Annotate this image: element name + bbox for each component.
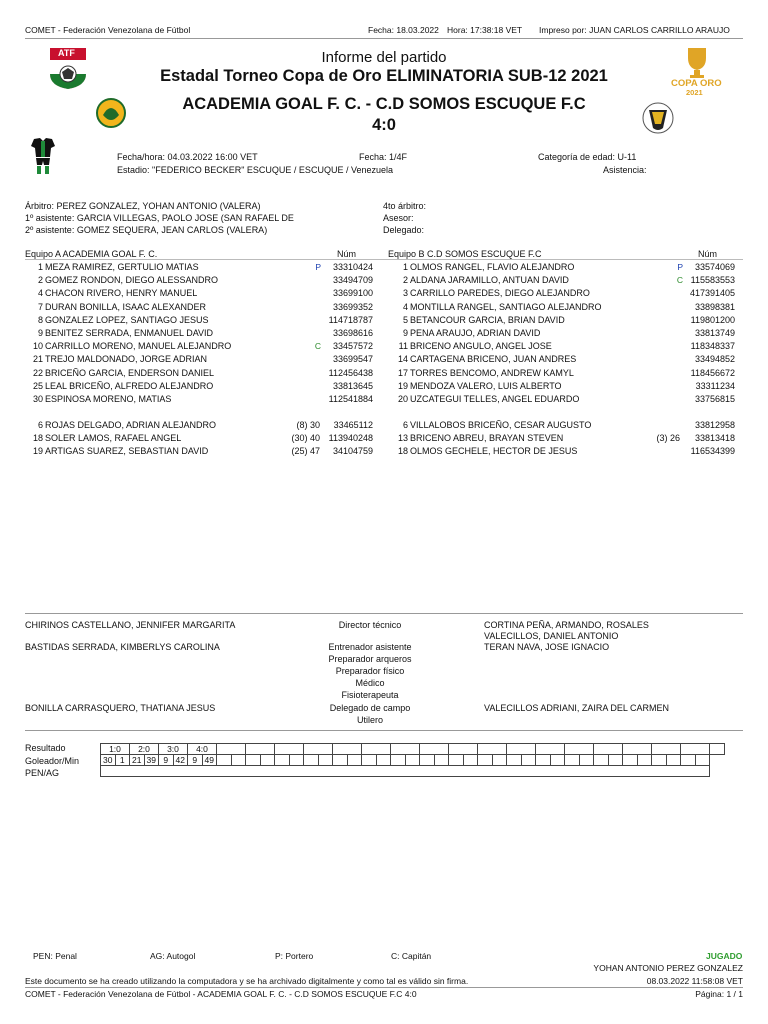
player-name: LEAL BRICEÑO, ALFREDO ALEJANDRO <box>45 380 214 391</box>
player-number: 20 <box>397 394 408 404</box>
scorer-cell <box>434 755 449 766</box>
player-row <box>396 394 735 407</box>
score-cell <box>217 744 246 755</box>
player-number: 22 <box>32 367 43 378</box>
fourth-official: 4to árbitro: <box>383 201 427 211</box>
goalkeeper-tag: P <box>677 262 683 272</box>
scorer-cell <box>463 755 478 766</box>
player-name: OLMOS RANGEL, FLAVIO ALEJANDRO <box>410 262 575 272</box>
team-a-field-delegate: BONILLA CARRASQUERO, THATIANA JESUS <box>25 703 216 713</box>
player-id: 33812958 <box>694 420 735 430</box>
scorer-cell <box>318 755 333 766</box>
player-number: 9 <box>402 328 408 338</box>
player-number: 9 <box>37 328 43 338</box>
player-number: 11 <box>398 341 408 352</box>
player-number: 17 <box>397 367 408 378</box>
scorer-cell <box>594 755 609 766</box>
scorer-cell <box>492 755 507 766</box>
signed-at: 08.03.2022 11:58:08 VET <box>646 976 743 986</box>
player-row <box>31 381 373 394</box>
player-id: 118348337 <box>690 341 735 352</box>
pen-cell <box>101 766 710 777</box>
player-number: 30 <box>32 394 43 404</box>
header-print-date: Fecha: 18.03.2022 <box>368 25 439 35</box>
captain-tag: C <box>314 341 321 352</box>
scorer-cell <box>391 755 406 766</box>
player-name: GOMEZ RONDON, DIEGO ALESSANDRO <box>45 275 219 286</box>
player-number: 1 <box>402 262 408 272</box>
player-name: TORRES BENCOMO, ANDREW KAMYL <box>410 367 574 378</box>
results-table <box>100 743 725 777</box>
player-row <box>31 275 373 288</box>
score-cell: 1:0 <box>101 744 130 755</box>
footer-left: COMET - Federación Venezolana de Fútbol - ACADEMIA GOAL F. C. - C.D SOMOS ESCUQUE F.C 4:0 <box>25 989 417 999</box>
player-name: PENA ARAUJO, ADRIAN DAVID <box>410 328 541 338</box>
pen-label: PEN/AG <box>25 768 60 778</box>
tournament-title: Estadal Torneo Copa de Oro ELIMINATORIA SUB-12 2021 <box>160 67 608 85</box>
staff-role-label: Utilero <box>356 715 383 725</box>
scorer-cell <box>608 755 623 766</box>
scorer-row <box>101 755 725 766</box>
kit-icon <box>30 137 56 175</box>
player-name: BRICENO ABREU, BRAYAN STEVEN <box>410 433 564 444</box>
player-number: 1 <box>37 262 43 272</box>
captain-tag: C <box>676 275 683 286</box>
player-id: 114718787 <box>328 314 373 325</box>
player-id: 33494709 <box>332 275 373 286</box>
player-number: 6 <box>402 420 408 430</box>
team-b-director-line2: VALECILLOS, DANIEL ANTONIO <box>484 631 619 641</box>
score-cell <box>710 744 725 755</box>
scorer-cell <box>246 755 261 766</box>
score-cell <box>594 744 623 755</box>
player-id: 112456438 <box>328 367 373 378</box>
player-name: CHACON RIVERO, HENRY MANUEL <box>45 288 198 299</box>
player-row <box>31 368 373 381</box>
player-number: 13 <box>397 433 408 444</box>
team-b-num-label: Núm <box>698 249 718 259</box>
score-cell <box>275 744 304 755</box>
player-name: TREJO MALDONADO, JORGE ADRIAN <box>45 354 208 365</box>
scorer-cell: 49 <box>202 755 217 766</box>
legend-portero: P: Portero <box>275 951 314 961</box>
staff-role-label: Preparador arqueros <box>328 654 412 664</box>
scorer-cell <box>275 755 290 766</box>
player-id: 33465112 <box>333 420 373 430</box>
player-name: MENDOZA VALERO, LUIS ALBERTO <box>410 380 562 391</box>
scorer-cell <box>304 755 319 766</box>
score-cell <box>246 744 275 755</box>
player-number: 25 <box>32 380 43 391</box>
player-row <box>31 302 373 315</box>
player-number: 2 <box>37 275 43 286</box>
substitution-minute: (8) 30 <box>296 420 320 430</box>
player-row <box>31 288 373 301</box>
player-id: 33699100 <box>332 288 373 299</box>
player-row <box>396 275 735 288</box>
scorer-cell <box>376 755 391 766</box>
score-cell <box>565 744 594 755</box>
scorer-cell: 42 <box>173 755 188 766</box>
player-row <box>396 302 735 315</box>
player-number: 19 <box>32 446 43 457</box>
legend-autogol: AG: Autogol <box>150 951 196 961</box>
scorer-cell: 21 <box>130 755 145 766</box>
header-org: COMET - Federación Venezolana de Fútbol <box>25 25 191 35</box>
legend-capitan: C: Capitán <box>391 951 432 961</box>
scorer-cell <box>347 755 362 766</box>
assistant-2: 2º asistente: GOMEZ SEQUERA, JEAN CARLOS (VALERA) <box>25 225 268 235</box>
player-name: CARTAGENA BRICENO, JUAN ANDRES <box>410 354 577 365</box>
player-number: 21 <box>32 354 43 365</box>
player-name: BRICEÑO GARCIA, ENDERSON DANIEL <box>45 367 215 378</box>
match-round: Fecha: 1/4F <box>359 152 408 162</box>
player-number: 5 <box>402 314 408 325</box>
player-number: 6 <box>37 420 43 430</box>
player-name: ROJAS DELGADO, ADRIAN ALEJANDRO <box>45 420 217 430</box>
player-id: 116534399 <box>690 446 735 457</box>
scorer-cell <box>507 755 522 766</box>
stadium: Estadio: "FEDERICO BECKER" ESCUQUE / ESCUQUE / Venezuela <box>117 165 393 175</box>
player-number: 19 <box>397 380 408 391</box>
scorer-cell <box>449 755 464 766</box>
score-cell <box>449 744 478 755</box>
player-row <box>396 433 735 446</box>
score-cell <box>623 744 652 755</box>
match-datetime: Fecha/hora: 04.03.2022 16:00 VET <box>117 152 258 162</box>
scorer-cell <box>260 755 275 766</box>
age-category: Categoría de edad: U-11 <box>538 152 637 162</box>
player-number: 4 <box>37 288 43 299</box>
score-cell: 4:0 <box>188 744 217 755</box>
player-name: BETANCOUR GARCIA, BRIAN DAVID <box>410 314 565 325</box>
player-row <box>31 341 373 354</box>
player-row <box>396 446 735 459</box>
team-b-assistant: TERAN NAVA, JOSE IGNACIO <box>484 642 610 652</box>
scorer-cell: 9 <box>159 755 174 766</box>
team-a-num-label: Núm <box>337 249 357 259</box>
score-cell <box>536 744 565 755</box>
player-row <box>31 315 373 328</box>
player-row <box>396 315 735 328</box>
team-a-header: Equipo A ACADEMIA GOAL F. C. <box>25 249 158 259</box>
scorer-cell <box>231 755 246 766</box>
assistant-1: 1º asistente: GARCIA VILLEGAS, PAOLO JOSE (SAN RAFAEL DE <box>25 213 294 223</box>
pen-row <box>101 766 725 777</box>
footer-page: Página: 1 / 1 <box>695 989 743 999</box>
scorer-cell <box>405 755 420 766</box>
player-id: 33756815 <box>694 394 735 404</box>
substitution-minute: (3) 26 <box>656 433 680 444</box>
scorer-cell <box>362 755 377 766</box>
score-cell: 2:0 <box>130 744 159 755</box>
scorer-cell <box>521 755 536 766</box>
player-name: CARRILLO PAREDES, DIEGO ALEJANDRO <box>410 288 590 299</box>
player-number: 3 <box>402 288 408 299</box>
player-name: SOLER LAMOS, RAFAEL ANGEL <box>45 433 182 444</box>
player-row <box>396 354 735 367</box>
result-label: Resultado <box>25 743 66 753</box>
scorer-cell <box>652 755 667 766</box>
delegate: Delegado: <box>383 225 425 235</box>
scorer-cell <box>666 755 681 766</box>
scorer-cell <box>333 755 348 766</box>
scorer-cell <box>579 755 594 766</box>
score-cell <box>420 744 449 755</box>
advisor: Asesor: <box>383 213 414 223</box>
scorer-cell <box>695 755 710 766</box>
player-row <box>31 354 373 367</box>
player-number: 10 <box>32 341 43 352</box>
player-row <box>396 262 735 275</box>
scorer-cell <box>420 755 435 766</box>
player-id: 33699352 <box>332 301 373 312</box>
player-row <box>396 341 735 354</box>
player-id: 33699547 <box>332 354 373 365</box>
player-number: 2 <box>402 275 408 286</box>
scorer-cell <box>289 755 304 766</box>
header-printed-by: Impreso por: JUAN CARLOS CARRILLO ARAUJO <box>539 25 730 35</box>
match-status: JUGADO <box>706 951 743 961</box>
scorer-cell <box>565 755 580 766</box>
team-b-director-line1: CORTINA PEÑA, ARMANDO, ROSALES <box>484 620 649 630</box>
score-cell <box>681 744 710 755</box>
player-row <box>31 394 373 407</box>
team-a-director: CHIRINOS CASTELLANO, JENNIFER MARGARITA <box>25 620 236 630</box>
goalkeeper-tag: P <box>315 262 321 272</box>
team-b-header: Equipo B C.D SOMOS ESCUQUE F.C <box>388 249 542 259</box>
scorer-cell: 39 <box>144 755 159 766</box>
score-cell <box>333 744 362 755</box>
scorer-label: Goleador/Min <box>25 756 80 766</box>
player-id: 33310424 <box>332 262 373 272</box>
player-name: ALDANA JARAMILLO, ANTUAN DAVID <box>410 275 569 286</box>
player-number: 18 <box>32 433 43 444</box>
player-name: BRICENO ANGULO, ANGEL JOSE <box>410 341 552 352</box>
player-row <box>396 381 735 394</box>
player-row <box>396 420 735 433</box>
team-a-assistant: BASTIDAS SERRADA, KIMBERLYS CAROLINA <box>25 642 220 652</box>
player-id: 417391405 <box>689 288 735 299</box>
player-id: 33494852 <box>694 354 735 365</box>
score-cell: 3:0 <box>159 744 188 755</box>
scorer-cell <box>637 755 652 766</box>
attendance: Asistencia: <box>603 165 647 175</box>
scorer-cell <box>536 755 551 766</box>
score-cell <box>507 744 536 755</box>
player-row <box>396 368 735 381</box>
player-id: 33698616 <box>332 328 373 338</box>
scorer-cell <box>550 755 565 766</box>
copa-oro-year: 2021 <box>686 88 703 97</box>
player-name: VILLALOBOS BRICEÑO, CESAR AUGUSTO <box>410 420 592 430</box>
player-name: MEZA RAMIREZ, GERTULIO MATIAS <box>45 262 199 272</box>
scorer-cell: 30 <box>101 755 116 766</box>
score-cell <box>362 744 391 755</box>
legend-penal: PEN: Penal <box>33 951 77 961</box>
scorer-cell <box>478 755 493 766</box>
referee: Árbitro: PEREZ GONZALEZ, YOHAN ANTONIO (VALERA) <box>25 201 261 211</box>
staff-role-label: Delegado de campo <box>329 703 411 713</box>
player-row <box>31 328 373 341</box>
player-name: CARRILLO MORENO, MANUEL ALEJANDRO <box>45 341 232 352</box>
scorer-cell <box>681 755 696 766</box>
player-number: 4 <box>402 301 408 312</box>
staff-role-label: Médico <box>355 678 385 688</box>
player-row <box>31 433 373 446</box>
player-row <box>31 262 373 275</box>
player-id: 112541884 <box>328 394 373 404</box>
signer-name: YOHAN ANTONIO PEREZ GONZALEZ <box>593 963 743 973</box>
player-name: DURAN BONILLA, ISAAC ALEXANDER <box>45 301 207 312</box>
substitution-minute: (30) 40 <box>291 433 320 444</box>
substitution-minute: (25) 47 <box>291 446 320 457</box>
disclaimer: Este documento se ha creado utilizando la computadora y se ha archivado digitalmente y como tal es válido sin firma. <box>25 976 469 986</box>
staff-role-label: Entrenador asistente <box>328 642 412 652</box>
player-number: 8 <box>37 314 43 325</box>
player-id: 33813418 <box>694 433 735 444</box>
match-score: 4:0 <box>372 116 396 134</box>
score-row <box>101 744 725 755</box>
scorer-cell <box>623 755 638 766</box>
player-name: MONTILLA RANGEL, SANTIAGO ALEJANDRO <box>410 301 602 312</box>
player-id: 34104759 <box>332 446 373 457</box>
match-title: ACADEMIA GOAL F. C. - C.D SOMOS ESCUQUE F.C <box>182 95 586 113</box>
player-name: GONZALEZ LOPEZ, SANTIAGO JESUS <box>45 314 209 325</box>
score-cell <box>652 744 681 755</box>
player-row <box>396 288 735 301</box>
player-id: 33813749 <box>694 328 735 338</box>
player-row <box>31 420 373 433</box>
player-number: 14 <box>397 354 408 365</box>
staff-role-label: Preparador físico <box>335 666 405 676</box>
copa-oro-text: COPA ORO <box>671 78 722 89</box>
scorer-cell <box>217 755 232 766</box>
staff-role-label: Director técnico <box>338 620 402 630</box>
header-print-time: Hora: 17:38:18 VET <box>447 25 523 35</box>
player-number: 7 <box>37 301 43 312</box>
player-id: 113940248 <box>328 433 373 444</box>
player-id: 33813645 <box>332 380 373 391</box>
player-name: UZCATEGUI TELLES, ANGEL EDUARDO <box>410 394 580 404</box>
score-cell <box>478 744 507 755</box>
player-id: 115583553 <box>690 275 735 286</box>
player-name: ARTIGAS SUAREZ, SEBASTIAN DAVID <box>45 446 209 457</box>
scorer-cell: 9 <box>188 755 203 766</box>
player-id: 118456672 <box>690 367 735 378</box>
player-name: OLMOS GECHELE, HECTOR DE JESUS <box>410 446 578 457</box>
player-id: 33311234 <box>695 380 735 391</box>
scorer-cell: 1 <box>115 755 130 766</box>
staff-role-label: Fisioterapeuta <box>341 690 399 700</box>
player-id: 33898381 <box>694 301 735 312</box>
player-id: 33574069 <box>694 262 735 272</box>
player-name: ESPINOSA MORENO, MATIAS <box>45 394 172 404</box>
player-row <box>396 328 735 341</box>
score-cell <box>391 744 420 755</box>
player-id: 33457572 <box>332 341 373 352</box>
team-b-field-delegate: VALECILLOS ADRIANI, ZAIRA DEL CARMEN <box>484 703 670 713</box>
player-name: BENITEZ SERRADA, ENMANUEL DAVID <box>45 328 214 338</box>
report-title: Informe del partido <box>321 49 447 66</box>
federation-logo-text: ATF <box>58 48 75 58</box>
player-number: 18 <box>397 446 408 457</box>
player-id: 119801200 <box>690 314 735 325</box>
player-row <box>31 446 373 459</box>
score-cell <box>304 744 333 755</box>
